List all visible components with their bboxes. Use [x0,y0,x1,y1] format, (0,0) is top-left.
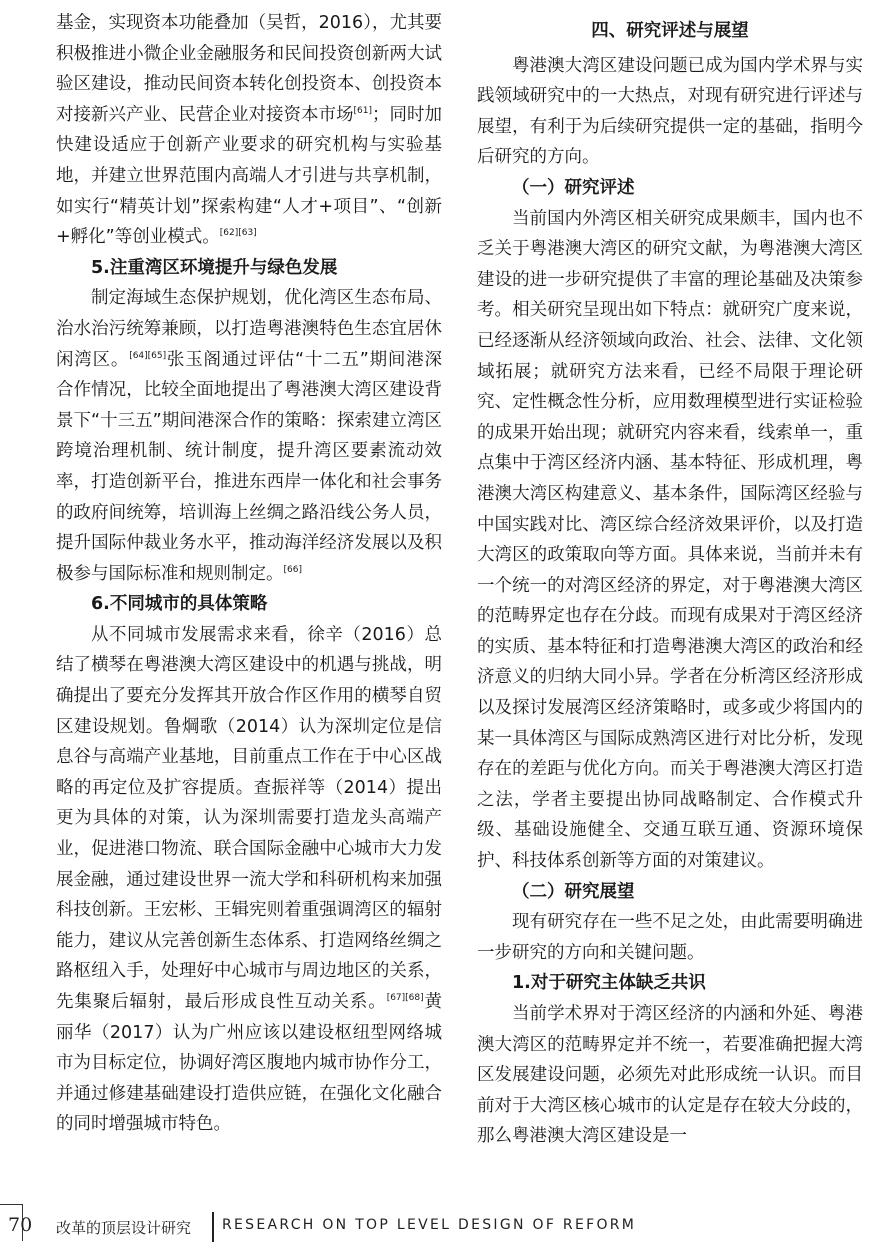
body-text: 黄丽华（2017）认为广州应该以建设枢纽型网络城市为目标定位，协调好湾区腹地内城市协作分工，并通过修建基础建设打造供应链，在强化文化融合的同时增强城市特色。 [56,992,443,1135]
citation-ref: [66] [283,564,302,575]
citation-ref: [61] [353,105,372,116]
subsection-heading: 6.不同城市的具体策略 [91,594,268,615]
subsection-heading: 1.对于研究主体缺乏共识 [512,973,706,994]
citation-ref: [67][68] [386,993,424,1003]
footer-divider [212,1212,214,1242]
paragraph: 粤港澳大湾区建设问题已成为国内学术界与实践领域研究中的一大热点，对现有研究进行评述与展望，有利于为后续研究提供一定的基础，指明今后研究的方向。 [477,55,863,168]
citation-ref: [62][63] [219,228,257,239]
page-number: 70 [8,1214,33,1236]
subsection-heading: 5.注重湾区环境提升与绿色发展 [91,257,338,278]
journal-title-en: RESEARCH ON TOP LEVEL DESIGN OF REFORM [222,1217,637,1233]
body-text: 从不同城市发展需求来看，徐辛（2016）总结了横琴在粤港澳大湾区建设中的机遇与挑战，明确提出了要充分发挥其开放合作区作用的横琴自贸区建设规划。鲁焵歌（2014）认为深圳定位是信息谷与高端产业基地，目前重点工作在于中心区战略的再定位及扩容提质。查振祥等（2014）提出更为具体的对策，认为深圳需要打造龙头高端产业，促进港口物流、联合国际金融中心城市大力发展金融，通过建设世界一流大学和科研机构来加强科技创新。王宏彬、王辑宪则着重强调湾区的辐射能力，建议从完善创新生态体系、打造网络丝绸之路枢纽入手，处理好中心城市与周边地区的关系，先集聚后辐射，最后形成良性互动关系。 [56,624,442,1012]
body-text: ；同时加快建设适应于创新产业要求的研究机构与实验基地，并建立世界范围内高端人才引进与共享机制，如实行“精英计划”探索构建“人才+项目”、“创新+孵化”等创业模式。 [56,104,443,248]
paragraph: 现有研究存在一些不足之处，由此需要明确进一步研究的方向和关键问题。 [477,912,863,963]
journal-title-cn: 改革的顶层设计研究 [56,1219,192,1237]
body-text: 制定海域生态保护规划，优化湾区生态布局、治水治污统筹兼顾，以打造粤港澳特色生态宜居休闲湾区。 [56,288,442,370]
subsection-heading: （一）研究评述 [512,177,635,198]
subsection-heading: （二）研究展望 [512,881,635,902]
paragraph: 当前国内外湾区相关研究成果颇丰，国内也不乏关于粤港澳大湾区的研究文献，为粤港澳大湾区建设的进一步研究提供了丰富的理论基础及决策参考。相关研究呈现出如下特点：就研究广度来说，已经逐渐从经济领域向政治、社会、法律、文化领域拓展；就研究方法来看，已经不局限于理论研究、定性概念性分析，应用数理模型进行实证检验的成果开始出现；就研究内容来看，线索单一，重点集中于湾区经济内涵、基本特征、形成机理，粤港澳大湾区构建意义、基本条件，国际湾区经验与中国实践对比、湾区综合经济效果评价，以及打造大湾区的政策取向等方面。具体来说，当前并未有一个统一的对湾区经济的界定，对于粤港澳大湾区的范畴界定也存在分歧。而现有成果对于湾区经济的实质、基本特征和打造粤港澳大湾区的政治和经济意义的归纳大同小异。学者在分析湾区经济形成以及探讨发展湾区经济策略时，或多或少将国内的某一具体湾区与国际成熟湾区进行对比分析，发现存在的差距与优化方向。而关于粤港澳大湾区打造之法，学者主要提出协同战略制定、合作模式升级、基础设施健全、交通互联互通、资源环境保护、科技体系创新等方面的对策建议。 [477,208,863,872]
paragraph: 当前学术界对于湾区经济的内涵和外延、粤港澳大湾区的范畴界定并不统一，若要准确把握大湾区发展建设问题，必须先对此形成统一认识。而目前对于大湾区核心城市的认定是存在较大分歧的，那么粤港澳大湾区建设是一 [477,1004,863,1147]
paragraph [56,8,442,253]
left-column [56,8,442,1140]
paragraph [56,283,442,589]
right-column [477,8,863,1152]
citation-ref: [64][65] [129,350,167,361]
section-title: 四、研究评述与展望 [591,21,749,41]
body-text: 基金，实现资本功能叠加（吴哲，2016），尤其要积极推进小微企业金融服务和民间投资创新两大试验区建设，推动民间资本转化创投资本、创投资本对接新兴产业、民营企业对接资本市场 [56,13,442,125]
page-footer [0,1200,876,1250]
paragraph [56,620,442,1140]
body-text: 张玉阁通过评估“十二五”期间港深合作情况，比较全面地提出了粤港澳大湾区建设背景下“十三五”期间港深合作的策略：探索建立湾区跨境治理机制、统计制度，提升湾区要素流动效率，打造创新平台，推进东西岸一体化和社会事务的政府间统筹，培训海上丝绸之路沿线公务人员，提升国际仲裁业务水平，推动海洋经济发展以及积极参与国际标准和规则制定。 [56,349,442,584]
